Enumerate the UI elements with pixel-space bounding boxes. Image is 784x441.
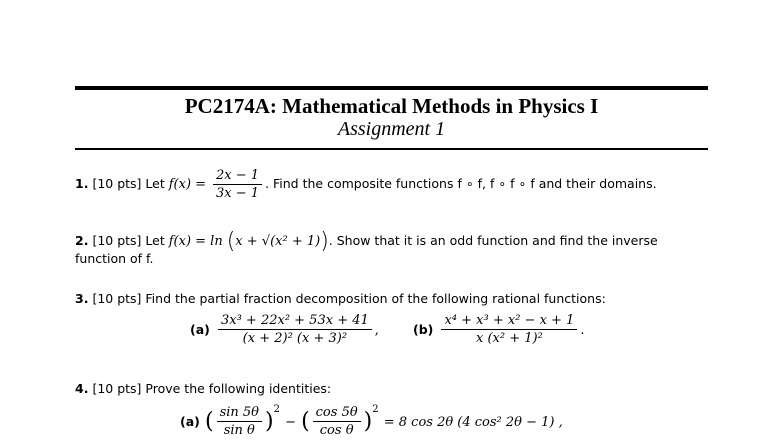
problem-3b — [413, 313, 584, 346]
problem-text: Find the partial fraction decomposition of the following rational functions: — [145, 291, 606, 306]
denominator: (x + 2)² (x + 3)² — [242, 331, 348, 346]
exponent: 2 — [273, 404, 280, 415]
denominator: sin θ — [223, 423, 255, 438]
numerator: 3x³ + 22x² + 53x + 41 — [218, 313, 372, 330]
problem-text: Prove the following identities: — [145, 381, 332, 396]
problem-2-continued — [75, 251, 154, 266]
problem-number: 3. — [75, 291, 89, 306]
item-label: (b) — [413, 322, 434, 337]
left-paren: ( — [301, 409, 310, 434]
trailing-punct: . — [580, 323, 585, 338]
left-paren: ( — [226, 229, 236, 254]
problem-points: [10 pts] — [92, 233, 142, 248]
fraction — [313, 405, 361, 438]
numerator: x⁴ + x³ + x² − x + 1 — [441, 313, 577, 330]
fraction — [213, 168, 262, 201]
item-label: (a) — [190, 322, 210, 337]
item-label: (a) — [180, 414, 200, 429]
fraction — [441, 313, 577, 346]
numerator: 2x − 1 — [213, 168, 262, 185]
problem-3 — [75, 291, 606, 306]
problem-text: . Show that it is an odd function and find the inverse — [328, 233, 658, 248]
problem-points: [10 pts] — [92, 176, 142, 191]
function-def: f(x) = — [168, 177, 207, 192]
problem-points: [10 pts] — [92, 381, 142, 396]
problem-number: 4. — [75, 381, 89, 396]
right-paren: ) — [363, 409, 373, 434]
problem-text: . Find the composite functions f ∘ f, f ∘ f ∘ f and their domains. — [265, 176, 657, 191]
problem-points: [10 pts] — [92, 291, 142, 306]
problem-number: 2. — [75, 233, 89, 248]
right-hand-side: = 8 cos 2θ (4 cos² 2θ − 1) , — [383, 415, 563, 430]
trailing-punct: , — [374, 323, 379, 338]
page-title: PC2174A: Mathematical Methods in Physics I — [184, 94, 599, 118]
problem-4 — [75, 381, 331, 396]
denominator: 3x − 1 — [216, 186, 260, 201]
left-paren: ( — [204, 409, 214, 434]
numerator: cos 5θ — [313, 405, 361, 422]
numerator: sin 5θ — [217, 405, 262, 422]
bottom-rule — [75, 148, 708, 150]
problem-3a — [190, 313, 379, 346]
problem-text-continued: function of f. — [75, 251, 154, 266]
minus-sign: − — [285, 415, 296, 430]
problem-1 — [75, 168, 657, 201]
denominator: cos θ — [319, 423, 354, 438]
fraction — [217, 405, 262, 438]
problem-4a — [180, 404, 563, 438]
problem-intro: Let — [145, 176, 165, 191]
problem-2 — [75, 229, 658, 254]
top-rule — [75, 86, 708, 90]
denominator: x (x² + 1)² — [476, 331, 543, 346]
fraction — [218, 313, 372, 346]
function-def: f(x) = ln — [168, 234, 223, 249]
right-paren: ) — [320, 229, 329, 254]
log-argument: x + √(x² + 1) — [235, 234, 321, 249]
problem-number: 1. — [75, 176, 89, 191]
problem-intro: Let — [145, 233, 165, 248]
right-paren: ) — [265, 409, 274, 434]
page-subtitle: Assignment 1 — [337, 118, 446, 140]
exponent: 2 — [372, 404, 379, 415]
